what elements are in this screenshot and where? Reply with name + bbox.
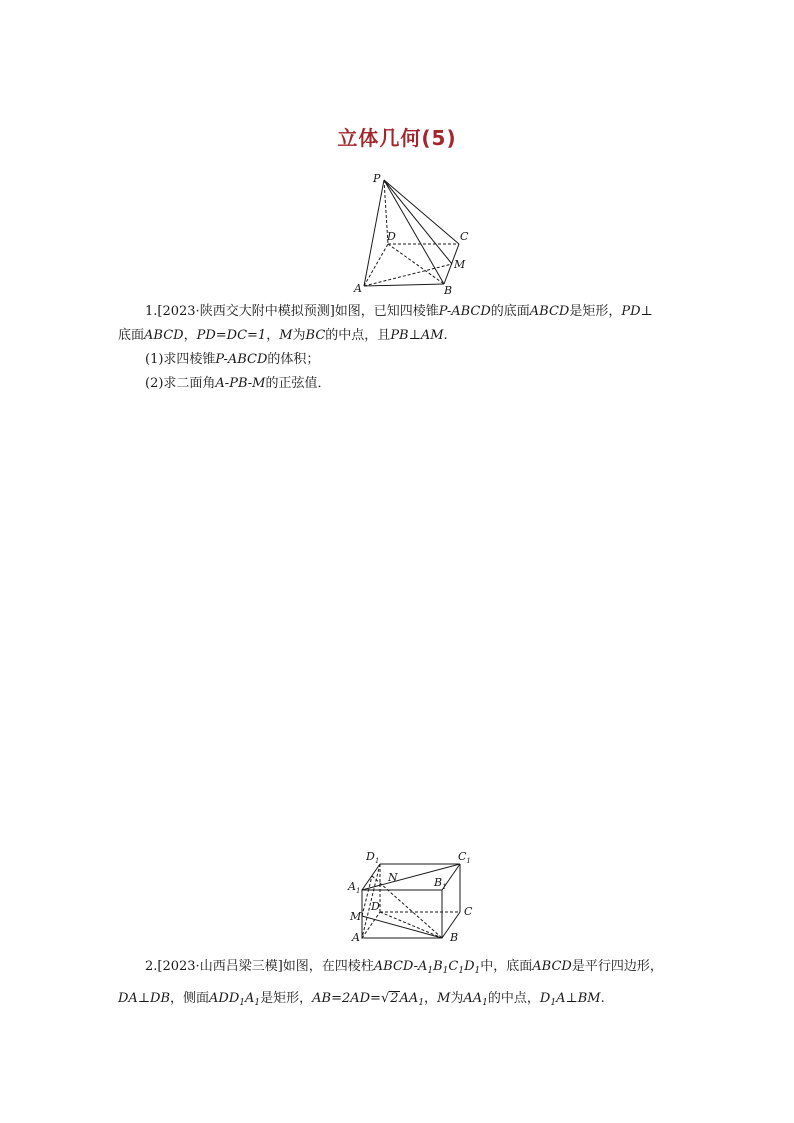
text: 是平行四边形， — [571, 959, 663, 974]
math: PD=DC=1 — [196, 328, 267, 343]
label-D: D — [371, 900, 380, 913]
label-M: M — [350, 910, 362, 923]
pyramid-figure — [350, 168, 480, 296]
text: 的中点， — [487, 991, 540, 1006]
label-D: D — [387, 230, 396, 243]
label-A: A — [352, 931, 360, 944]
label-B: B — [450, 931, 459, 944]
text: (2)求二面角 — [145, 376, 216, 391]
math: $ADD_1A_1$ — [209, 991, 261, 1008]
math: M — [279, 328, 293, 343]
label-B: B — [444, 284, 453, 296]
label-C: C — [464, 905, 473, 918]
text: 的中点，且 — [325, 328, 391, 343]
text: ，侧面 — [170, 991, 210, 1006]
label-A: A — [354, 282, 362, 295]
math: ABCD — [529, 304, 570, 319]
math: $AB=2AD=√2AA_1$ — [312, 991, 425, 1008]
text: 的底面 — [490, 304, 530, 319]
problem-source: [2023·陕西交大附中模拟预测] — [157, 304, 335, 319]
math: M — [437, 991, 451, 1006]
label-A1: $A_1$ — [348, 880, 361, 895]
text: 的体积； — [267, 352, 320, 367]
problem-number: 2. — [145, 959, 158, 974]
math: PB⊥AM — [390, 328, 444, 343]
label-D1: $D_1$ — [366, 850, 380, 865]
text: 中，底面 — [480, 959, 533, 974]
text: ， — [424, 991, 438, 1006]
label-C1: $C_1$ — [458, 850, 471, 865]
page-title: 立体几何(5) — [337, 126, 457, 150]
math: ABCD-$A_1B_1C_1D_1$ — [373, 959, 481, 976]
math: ABCD — [532, 959, 572, 974]
text: 是矩形， — [569, 304, 622, 319]
text: 为 — [292, 328, 306, 343]
math: A-PB-M — [215, 376, 266, 391]
math: DA⊥DB — [118, 991, 171, 1006]
math: P-ABCD — [215, 352, 268, 367]
question-1 — [118, 348, 683, 372]
problem-source: [2023·山西吕梁三模] — [157, 959, 283, 974]
math: PD⊥ — [621, 304, 653, 319]
problem-1 — [118, 300, 683, 396]
text: 如图，已知四棱锥 — [334, 304, 439, 319]
text: . — [443, 328, 448, 343]
label-M: M — [454, 258, 466, 271]
text: ， — [183, 328, 197, 343]
label-B1: $B_1$ — [434, 876, 447, 891]
question-2 — [118, 372, 683, 396]
math: BC — [305, 328, 326, 343]
text: 是矩形， — [260, 991, 313, 1006]
text: 的正弦值． — [265, 376, 331, 391]
text: . — [600, 991, 605, 1006]
problem-2 — [118, 953, 683, 1017]
math: $AA_1$ — [463, 991, 488, 1008]
label-N: N — [388, 871, 398, 884]
math: P-ABCD — [438, 304, 491, 319]
text: 底面 — [118, 328, 145, 343]
text: 为 — [450, 991, 464, 1006]
prism-figure — [346, 848, 478, 944]
problem-number: 1. — [145, 304, 158, 319]
math: $D_1A\perp BM$ — [539, 991, 601, 1008]
text: (1)求四棱锥 — [145, 352, 216, 367]
text: ， — [266, 328, 280, 343]
label-P: P — [373, 172, 381, 185]
text: 如图，在四棱柱 — [282, 959, 374, 974]
label-C: C — [460, 230, 469, 243]
math: ABCD — [144, 328, 184, 343]
